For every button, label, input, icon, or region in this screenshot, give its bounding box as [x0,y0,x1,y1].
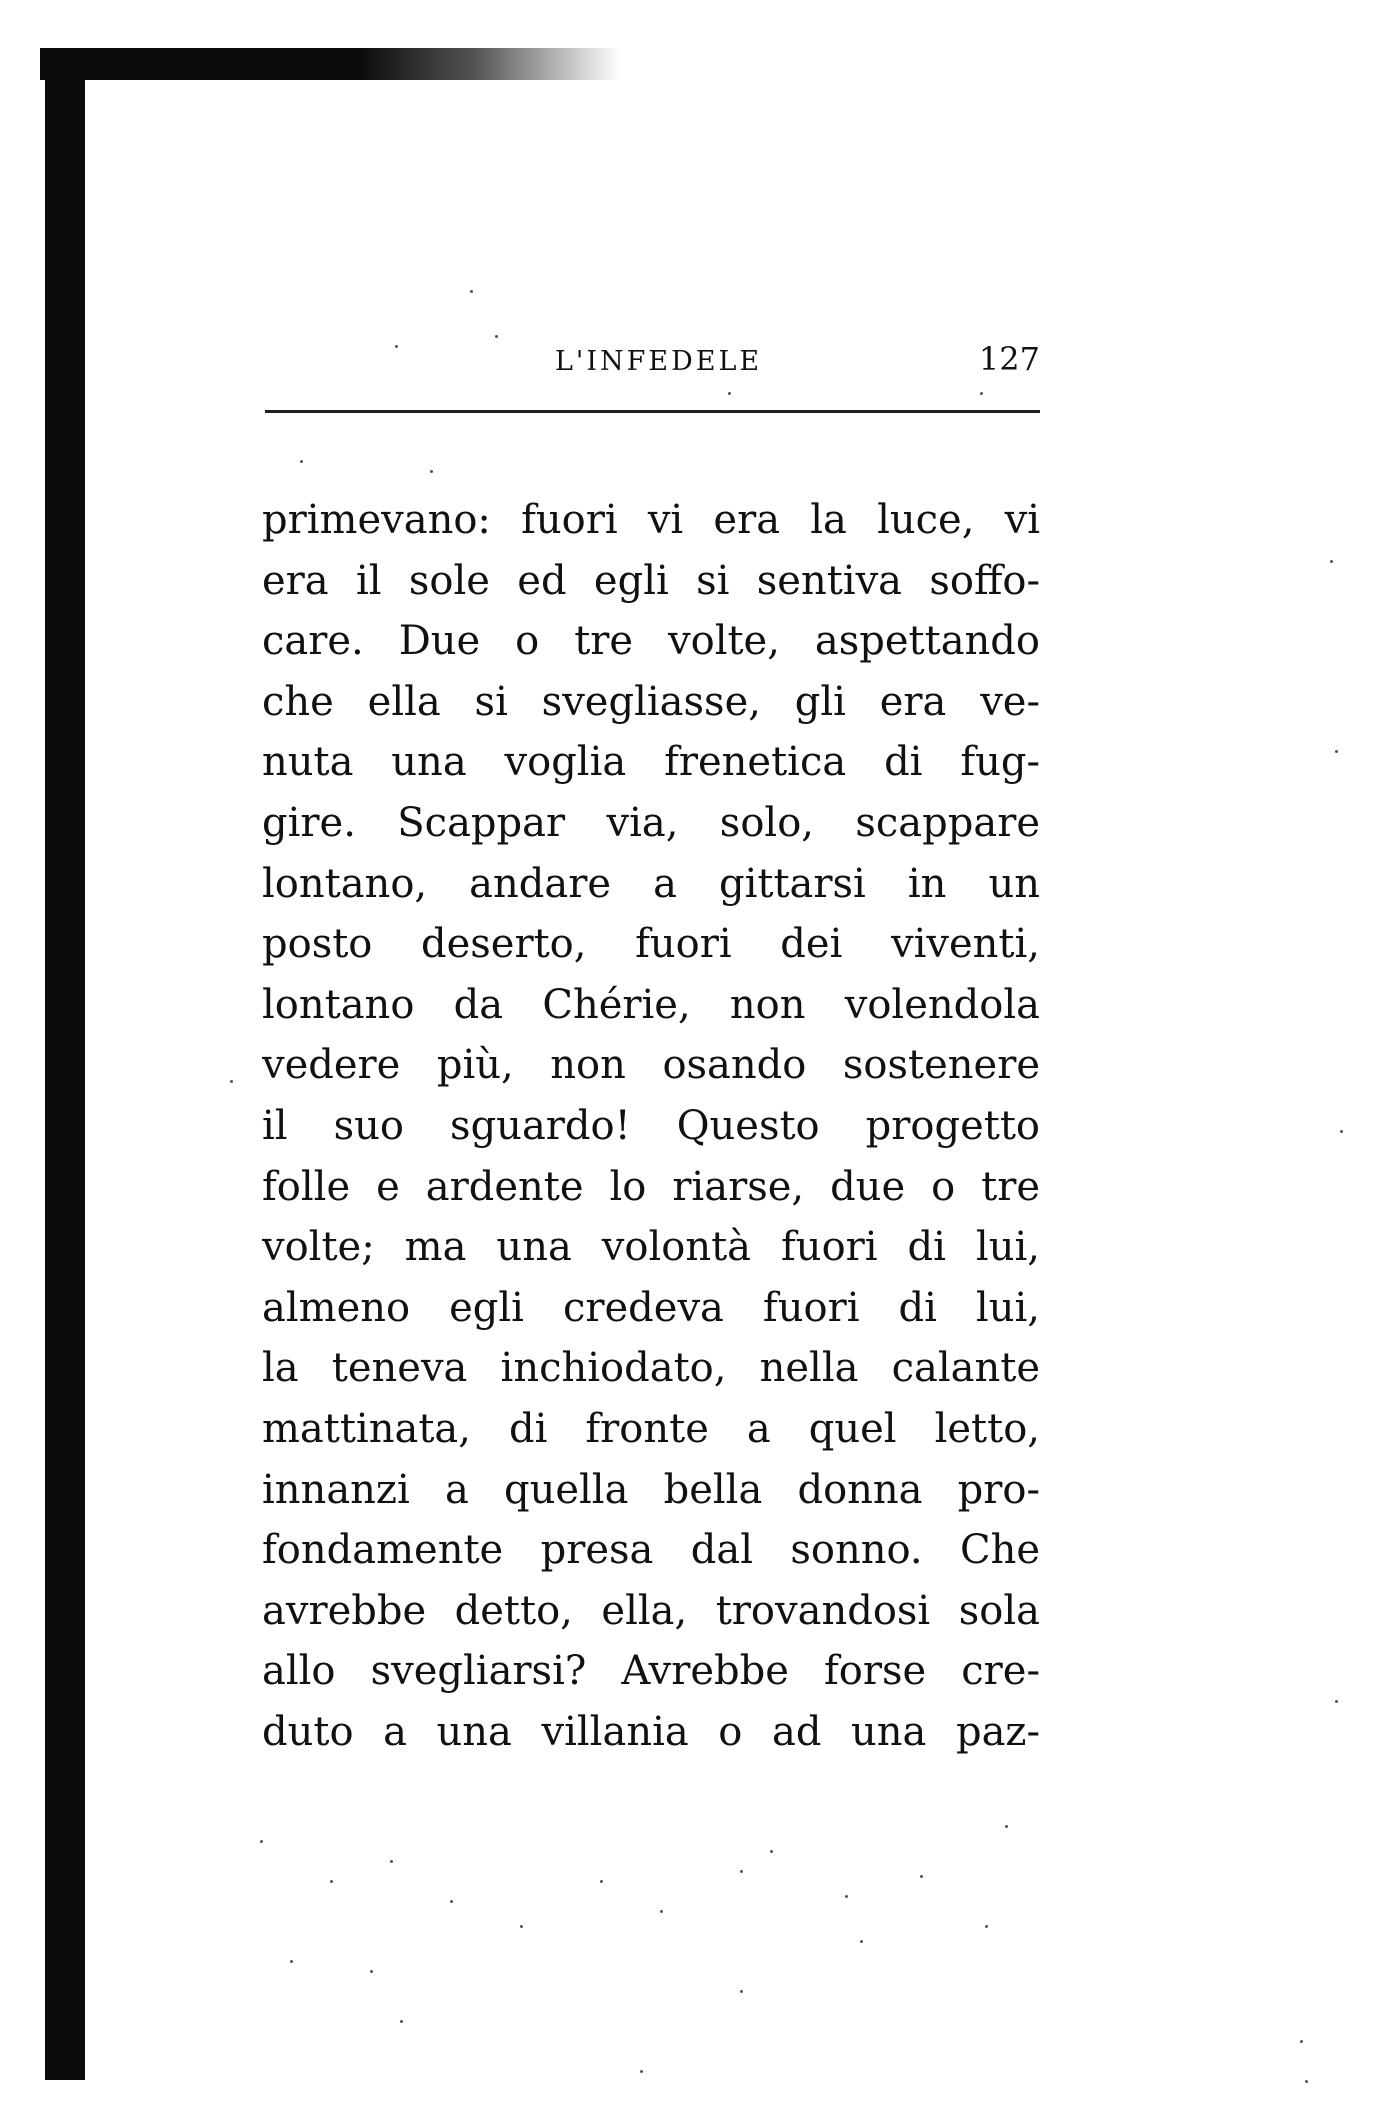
scan-speck [845,1895,848,1898]
text-line: folle e ardente lo riarse, due o tre [262,1163,1040,1210]
scan-speck [395,345,398,348]
scan-speck [740,1990,743,1993]
running-title: L'INFEDELE [555,346,763,377]
text-line: lontano, andare a gittarsi in un [262,860,1040,907]
scan-speck [1005,1825,1008,1828]
scan-speck [1335,750,1338,753]
book-spine-shadow [45,50,85,2080]
scan-speck [290,1960,293,1963]
scan-speck [230,1080,233,1083]
text-line: lontano da Chérie, non volendola [262,981,1040,1028]
header-rule [265,410,1040,413]
scan-speck [1340,1130,1343,1133]
scan-speck [520,1925,523,1928]
text-line: allo svegliarsi? Avrebbe forse cre- [262,1648,1040,1695]
text-line: la teneva inchiodato, nella calante [262,1345,1040,1392]
text-line: primevano: fuori vi era la luce, vi [262,497,1040,543]
text-line: posto deserto, fuori dei viventi, [262,921,1040,968]
text-line: duto a una villania o ad una paz- [262,1708,1040,1755]
scan-speck [860,1940,863,1943]
scan-speck [1305,2080,1308,2083]
scan-speck [1300,2040,1303,2043]
scan-speck [980,392,983,395]
scan-speck [330,1880,333,1883]
text-line: mattinata, di fronte a quel letto, [262,1405,1040,1452]
scan-speck [470,290,473,293]
scan-speck [1335,1700,1338,1703]
text-line: nuta una voglia frenetica di fug- [262,739,1040,786]
text-line: almeno egli credeva fuori di lui, [262,1284,1040,1331]
text-line: care. Due o tre volte, aspettando [262,618,1040,665]
text-line: innanzi a quella bella donna pro- [262,1466,1040,1513]
scan-speck [985,1925,988,1928]
scan-speck [495,335,498,338]
text-line: volte; ma una volontà fuori di lui, [262,1224,1040,1271]
scan-speck [430,470,433,473]
scan-speck [300,460,303,463]
scan-speck [400,2020,403,2023]
text-line: che ella si svegliasse, gli era ve- [262,678,1040,725]
body-text [262,490,1040,1762]
scan-speck [640,2070,643,2073]
page-header [270,340,1040,384]
scan-speck [660,1910,663,1913]
text-line: vedere più, non osando sostenere [262,1042,1040,1089]
text-line: era il sole ed egli si sentiva soffo- [262,557,1040,604]
scan-speck [728,392,731,395]
scan-speck [740,1870,743,1873]
book-edge-shadow [40,48,620,80]
scan-speck [370,1970,373,1973]
scan-speck [920,1875,923,1878]
page-number: 127 [978,340,1040,378]
scan-speck [770,1850,773,1853]
scan-speck [260,1840,263,1843]
text-line: il suo sguardo! Questo progetto [262,1102,1040,1149]
scan-speck [1330,560,1333,563]
text-line: fondamente presa dal sonno. Che [262,1527,1040,1574]
text-line: avrebbe detto, ella, trovandosi sola [262,1587,1040,1634]
text-line: gire. Scappar via, solo, scappare [262,799,1040,846]
scan-speck [600,1880,603,1883]
scan-speck [390,1860,393,1863]
scan-speck [450,1900,453,1903]
